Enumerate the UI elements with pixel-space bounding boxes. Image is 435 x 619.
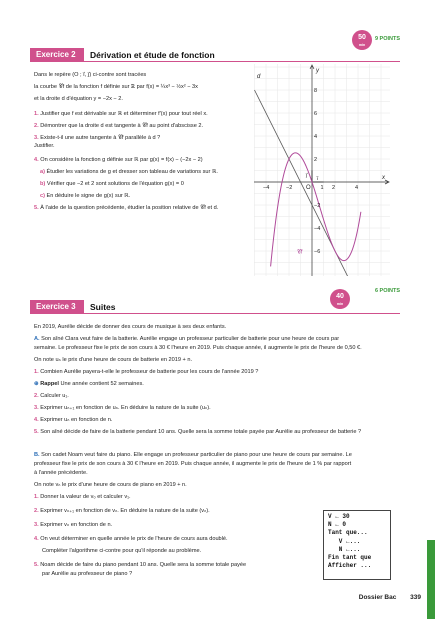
- question-text: Justifier que f est dérivable sur ℝ et déterminer f′(x) pour tout réel x.: [40, 111, 208, 117]
- algo-line: N ← 0: [328, 521, 347, 529]
- x-tick-label: −4: [263, 185, 270, 191]
- question-text: Exprimer vₙ₊₁ en fonction de vₙ. En déduire la nature de la suite (vₙ).: [40, 508, 210, 514]
- x-tick-label: −2: [286, 185, 293, 191]
- question-7: 2. Exprimer vₙ₊₁ en fonction de vₙ. En déduire la nature de la suite (vₙ).: [34, 508, 210, 514]
- question-text: Vérifier que −2 et 2 sont solutions de l'équation g(x) = 0: [46, 181, 184, 187]
- intro-line: la courbe 𝒞f de la fonction f définie sur ℝ par f(x) = ¼x³ − ½x² − 3x: [34, 84, 198, 90]
- question-8: 3. Exprimer vₙ en fonction de n.: [34, 522, 113, 528]
- algo-line: Fin tant que: [328, 554, 372, 562]
- origin-label: O: [306, 185, 311, 191]
- y-tick-label: 2: [314, 157, 318, 163]
- graph-curves: [255, 90, 361, 276]
- question-text: Démontrer que la droite d est tangente à 𝒞f au point d'abscisse 2.: [40, 123, 204, 129]
- question-9-cont: Compléter l'algorithme ci-contre pour qu'il réponde au problème.: [42, 548, 202, 554]
- algorithm-box: [323, 510, 391, 580]
- rappel-label: Rappel: [40, 381, 59, 387]
- rappel: ⊕ Rappel Une année contient 52 semaines.: [34, 381, 144, 387]
- algo-line: N ←...: [328, 545, 361, 553]
- d-label: d: [257, 74, 261, 80]
- question-text: Exprimer uₙ₊₁ en fonction de uₙ. En déduire la nature de la suite (uₙ).: [40, 405, 211, 411]
- question-text: Existe-t-il une autre tangente à 𝒞f parallèle à d ?: [40, 135, 161, 141]
- graph-grid: [254, 64, 390, 276]
- curve-label: 𝒞f: [297, 249, 303, 256]
- time-value: 40: [336, 293, 344, 300]
- question-text: En déduire le signe de g(x) sur ℝ.: [46, 193, 131, 199]
- exercise-title: Dérivation et étude de fonction: [90, 50, 215, 60]
- question-5: 5. Son aîné décide de faire de la batterie pendant 10 ans. Quelle sera la somme totale payée par Aurélie au professeur de batterie ?: [34, 429, 362, 435]
- time-value: 50: [358, 34, 366, 41]
- y-tick-label: 8: [314, 88, 318, 94]
- algo-line: V ←...: [328, 537, 361, 545]
- question-text: On considère la fonction g définie sur ℝ par g(x) = f(x) − (−2x − 2): [40, 157, 203, 163]
- question-4c: c) En déduire le signe de g(x) sur ℝ.: [40, 193, 131, 199]
- question-4: 4. On considère la fonction g définie sur ℝ par g(x) = f(x) − (−2x − 2): [34, 157, 203, 163]
- algo-line: Afficher ...: [328, 562, 372, 570]
- intro-line: et la droite d d'équation y = −2x − 2.: [34, 96, 123, 102]
- question-4: 4. Exprimer uₙ en fonction de n.: [34, 417, 113, 423]
- algo-line: V ← 30: [328, 513, 350, 520]
- question-text: Son aîné décide de faire de la batterie pendant 10 ans. Quelle sera la somme totale payée par Aurélie au professeur de batterie ?: [40, 429, 362, 435]
- question-1: 1. Justifier que f est dérivable sur ℝ et déterminer f′(x) pour tout réel x.: [34, 111, 208, 117]
- paragraph-text: Son aîné Clara veut faire de la batterie. Aurélie engage un professeur particulier de batterie pour une heure de cours par: [41, 336, 340, 342]
- question-5: 5. À l'aide de la question précédente, étudier la position relative de 𝒞f et d.: [34, 205, 219, 211]
- question-10: 5. Noam décide de faire du piano pendant 10 ans. Quelle sera la somme totale payée: [34, 562, 247, 568]
- y-tick-label: −4: [314, 226, 321, 232]
- question-text: Exprimer vₙ en fonction de n.: [40, 522, 113, 528]
- question-6: 1. Donner la valeur de v₀ et calculer v₁.: [34, 494, 131, 500]
- question-text: Exprimer uₙ en fonction de n.: [40, 417, 113, 423]
- question-3-cont: Justifier.: [34, 143, 55, 149]
- algo-line: Tant que...: [328, 529, 368, 537]
- points-label: 6 POINTS: [374, 288, 400, 294]
- x-tick-label: 1: [320, 185, 324, 191]
- y-tick-label: −6: [314, 249, 321, 255]
- time-unit: min: [358, 43, 366, 47]
- part-b-cont: professeur fixe le prix de son cours à 30 € l'heure en 2019. Puis chaque année, il augmente le prix de l'heure de 1 % par rapport: [34, 461, 352, 467]
- note-u: On note uₙ le prix d'une heure de cours de batterie en 2019 + n.: [34, 357, 193, 363]
- note-v: On note vₙ le prix d'une heure de cours de piano en 2019 + n.: [34, 482, 187, 488]
- x-tick-label: 4: [355, 185, 359, 191]
- paragraph-text: Son cadet Noam veut faire du piano. Elle engage un professeur particulier de piano pour une heure de cours par semaine. Le: [41, 452, 352, 458]
- question-text: Donner la valeur de v₀ et calculer v₁.: [40, 494, 131, 500]
- y-tick-label: 4: [314, 134, 318, 140]
- line-d: [255, 90, 359, 276]
- points-label: 9 POINTS: [374, 36, 400, 42]
- intro-line: Dans le repère (O ; i⃗, j⃗) ci-contre sont tracées: [34, 72, 147, 78]
- page-number: 339: [410, 594, 421, 601]
- exercise-tab: Exercice 3: [30, 300, 84, 314]
- y-tick-label: −2: [314, 203, 321, 209]
- j-label: j⃗: [306, 172, 308, 179]
- time-badge-ex2: [352, 30, 372, 50]
- rappel-text: Une année contient 52 semaines.: [60, 381, 144, 387]
- question-1: 1. Combien Aurélie payera-t-elle le professeur de batterie pour les cours de l'année 2019 ?: [34, 369, 259, 375]
- question-9: 4. On veut déterminer en quelle année le prix de l'heure de cours aura doublé.: [34, 536, 228, 542]
- question-2: 2. Calculer u₁.: [34, 393, 69, 399]
- question-3: 3. Existe-t-il une autre tangente à 𝒞f parallèle à d ?: [34, 135, 161, 141]
- question-text: Calculer u₁.: [40, 393, 69, 399]
- part-b-cont: à l'année précédente.: [34, 470, 88, 476]
- part-a: A. Son aîné Clara veut faire de la batterie. Aurélie engage un professeur particulier de batterie pour une heure de cours par: [34, 336, 340, 342]
- intro-line: En 2019, Aurélie décide de donner des cours de musique à ses deux enfants.: [34, 324, 227, 330]
- question-3: 3. Exprimer uₙ₊₁ en fonction de uₙ. En déduire la nature de la suite (uₙ).: [34, 405, 211, 411]
- function-graph: [254, 64, 390, 276]
- question-text: À l'aide de la question précédente, étudier la position relative de 𝒞f et d.: [40, 205, 219, 211]
- footer-label: Dossier Bac: [358, 594, 397, 601]
- exercise-tab: Exercice 2: [30, 48, 84, 62]
- part-a-cont: semaine. Le professeur fixe le prix de son cours à 30 € l'heure en 2019. Puis chaque année, il augmente le prix de l'heure de 0,50 €.: [34, 345, 362, 351]
- time-unit: min: [336, 302, 344, 306]
- x-tick-label: 2: [332, 185, 336, 191]
- y-axis-label: y: [316, 68, 319, 74]
- question-text: Étudier les variations de g et dresser son tableau de variations sur ℝ.: [46, 169, 218, 175]
- side-tab: [427, 540, 435, 619]
- question-4b: b) Vérifier que −2 et 2 sont solutions de l'équation g(x) = 0: [40, 181, 184, 187]
- question-text: On veut déterminer en quelle année le prix de l'heure de cours aura doublé.: [40, 536, 228, 542]
- graph-labels: [257, 68, 386, 255]
- question-2: 2. Démontrer que la droite d est tangente à 𝒞f au point d'abscisse 2.: [34, 123, 204, 129]
- question-4a: a) Étudier les variations de g et dresser son tableau de variations sur ℝ.: [40, 169, 218, 175]
- part-b: B. Son cadet Noam veut faire du piano. Elle engage un professeur particulier de piano pour une heure de cours par semaine. Le: [34, 452, 352, 458]
- y-tick-label: 6: [314, 111, 318, 117]
- question-text: Combien Aurélie payera-t-elle le professeur de batterie pour les cours de l'année 2019 ?: [40, 369, 259, 375]
- page-footer: [347, 594, 421, 603]
- x-axis-label: x: [382, 175, 385, 181]
- exercise-title: Suites: [90, 302, 116, 312]
- question-10-cont: par Aurélie au professeur de piano ?: [42, 571, 133, 577]
- i-label: i⃗: [316, 176, 318, 182]
- question-text: Noam décide de faire du piano pendant 10 ans. Quelle sera la somme totale payée: [40, 562, 247, 568]
